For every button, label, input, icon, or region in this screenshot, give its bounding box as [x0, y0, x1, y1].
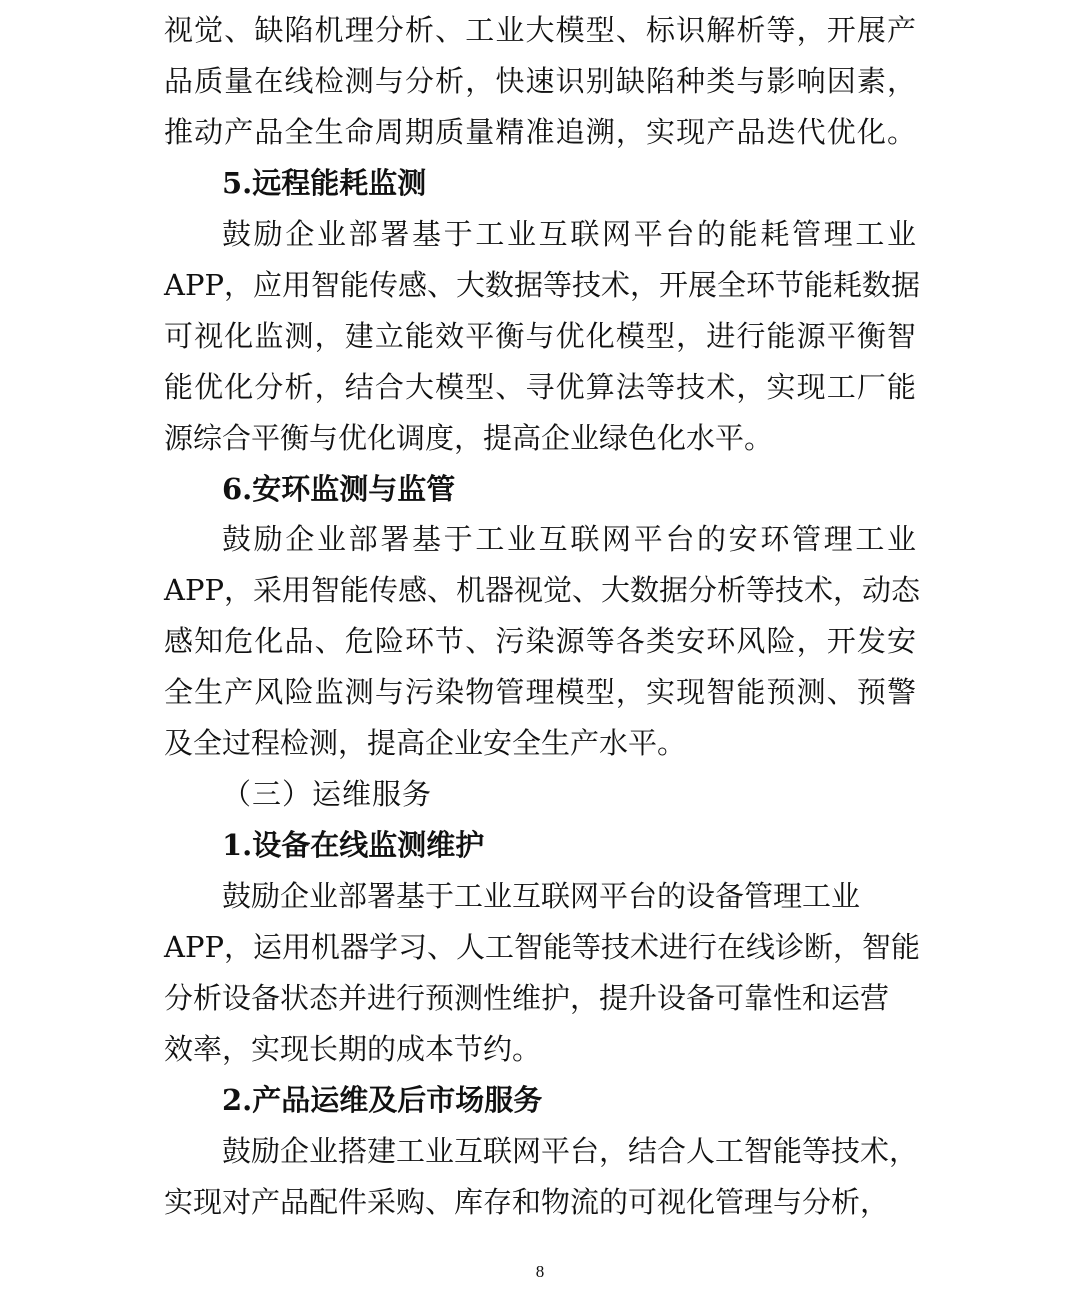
- body-text-line: 实现对产品配件采购、库存和物流的可视化管理与分析，: [164, 1185, 890, 1219]
- body-text-line: APP，运用机器学习、人工智能等技术进行在线诊断，智能: [164, 930, 920, 964]
- body-text-line: 视觉、缺陷机理分析、工业大模型、标识解析等，开展产: [164, 13, 916, 47]
- subsection-heading: 5.远程能耗监测: [222, 166, 427, 200]
- body-text-line: APP，采用智能传感、机器视觉、大数据分析等技术，动态: [164, 573, 920, 607]
- body-text-line: 及全过程检测，提高企业安全生产水平。: [164, 726, 687, 760]
- body-text-line: 品质量在线检测与分析，快速识别缺陷种类与影响因素，: [164, 64, 916, 98]
- subsection-heading: 6.安环监测与监管: [222, 472, 456, 506]
- body-text-line: 分析设备状态并进行预测性维护，提升设备可靠性和运营: [164, 981, 890, 1015]
- body-text-line: 鼓励企业部署基于工业互联网平台的能耗管理工业: [222, 217, 916, 251]
- body-text-line: 鼓励企业部署基于工业互联网平台的安环管理工业: [222, 522, 916, 556]
- body-text-line: 可视化监测，建立能效平衡与优化模型，进行能源平衡智: [164, 319, 916, 353]
- section-heading: （三）运维服务: [222, 777, 433, 811]
- subsection-heading: 2.产品运维及后市场服务: [222, 1083, 543, 1117]
- body-text-line: 鼓励企业部署基于工业互联网平台的设备管理工业: [222, 879, 861, 913]
- body-text-line: 全生产风险监测与污染物管理模型，实现智能预测、预警: [164, 675, 916, 709]
- body-text-line: 感知危化品、危险环节、污染源等各类安环风险，开发安: [164, 624, 916, 658]
- body-text-line: 源综合平衡与优化调度，提高企业绿色化水平。: [164, 421, 774, 455]
- body-text-line: 能优化分析，结合大模型、寻优算法等技术，实现工厂能: [164, 370, 916, 404]
- body-text-line: APP，应用智能传感、大数据等技术，开展全环节能耗数据: [164, 268, 920, 302]
- body-text-line: 鼓励企业搭建工业互联网平台，结合人工智能等技术，: [222, 1134, 919, 1168]
- page-number: 8: [535, 1262, 545, 1281]
- body-text-line: 推动产品全生命周期质量精准追溯，实现产品迭代优化。: [164, 115, 916, 149]
- body-text-line: 效率，实现长期的成本节约。: [164, 1032, 542, 1066]
- subsection-heading: 1.设备在线监测维护: [222, 828, 485, 862]
